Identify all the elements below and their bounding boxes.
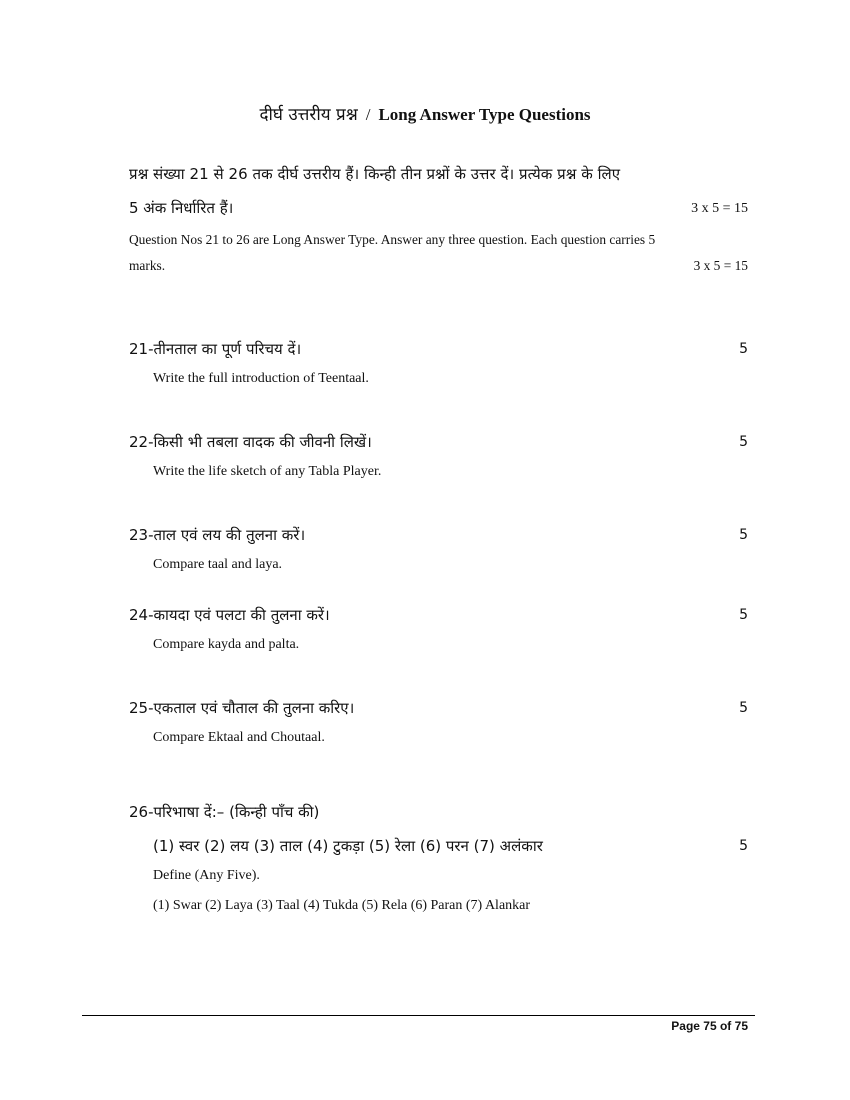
question-25-english: Compare Ektaal and Choutaal.	[153, 730, 325, 745]
question-21-english: Write the full introduction of Teentaal.	[153, 371, 369, 386]
footer-divider	[82, 1015, 755, 1016]
question-25-hindi: 25-एकताल एवं चौताल की तुलना करिए।	[129, 699, 355, 717]
title-separator: /	[365, 105, 371, 124]
instructions-english-marks: 3 x 5 = 15	[693, 258, 748, 273]
page-number: Page 75 of 75	[671, 1019, 748, 1033]
question-24-hindi: 24-कायदा एवं पलटा की तुलना करें।	[129, 606, 330, 624]
question-24-english: Compare kayda and palta.	[153, 637, 300, 652]
question-26-english-title: Define (Any Five).	[153, 868, 260, 883]
instructions-hindi-line2: 5 अंक निर्धारित हैं।	[129, 199, 234, 217]
page-title	[0, 102, 850, 125]
instructions-english-line1: Question Nos 21 to 26 are Long Answer Type. Answer any three question. Each question carries 5	[129, 232, 656, 247]
question-22-english: Write the life sketch of any Tabla Player.	[153, 464, 382, 479]
title-hindi: दीर्घ उत्तरीय प्रश्न	[259, 105, 358, 125]
question-22-hindi: 22-किसी भी तबला वादक की जीवनी लिखें।	[129, 433, 372, 451]
question-25-marks: 5	[739, 700, 748, 716]
instructions-hindi-line1: प्रश्न संख्या 21 से 26 तक दीर्घ उत्तरीय हैं। किन्ही तीन प्रश्नों के उत्तर दें। प्रत्येक प्रश्न के लिए	[129, 165, 621, 183]
question-24-marks: 5	[739, 607, 748, 623]
question-21-marks: 5	[739, 341, 748, 357]
question-26-english-items: (1) Swar (2) Laya (3) Taal (4) Tukda (5) Rela (6) Paran (7) Alankar	[153, 898, 531, 913]
question-21-hindi: 21-तीनताल का पूर्ण परिचय दें।	[129, 340, 302, 358]
question-23-english: Compare taal and laya.	[153, 557, 283, 572]
instructions-english-line2: marks.	[129, 258, 166, 273]
question-26-hindi-title: 26-परिभाषा दें:– (किन्ही पाँच की)	[129, 803, 320, 821]
instructions-hindi-marks: 3 x 5 = 15	[691, 201, 748, 216]
question-22-marks: 5	[739, 434, 748, 450]
question-26-marks: 5	[739, 838, 748, 854]
title-english: Long Answer Type Questions	[378, 105, 591, 124]
question-26-hindi-items: (1) स्वर (2) लय (3) ताल (4) टुकड़ा (5) रेला (6) परन (7) अलंकार	[153, 837, 543, 855]
question-23-hindi: 23-ताल एवं लय की तुलना करें।	[129, 526, 306, 544]
question-23-marks: 5	[739, 527, 748, 543]
